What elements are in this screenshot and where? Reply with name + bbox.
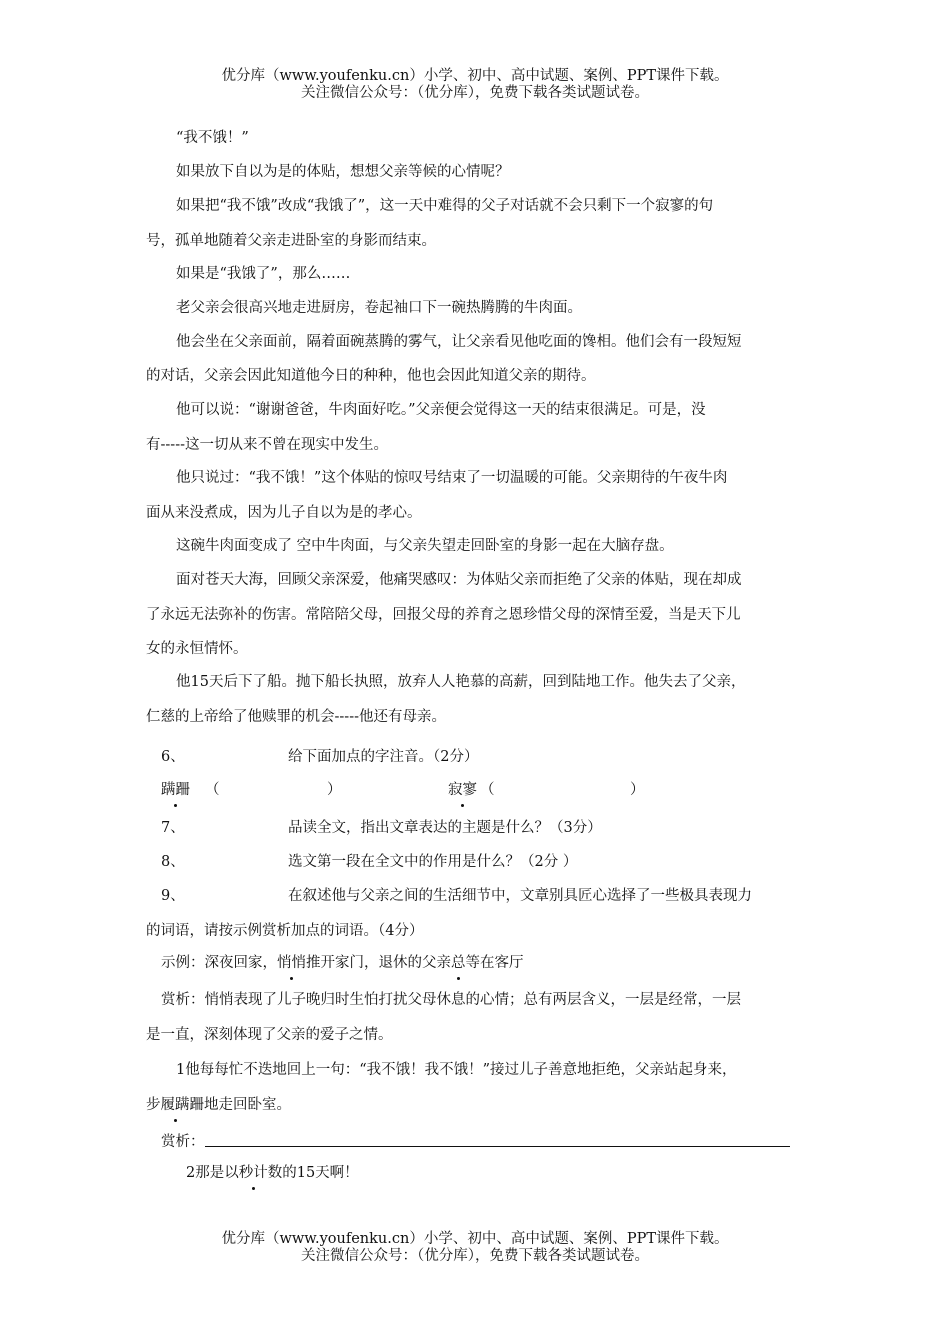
- para-line: 如果是“我饿了”，那么……: [176, 266, 351, 282]
- q6-word-1: [161, 780, 190, 800]
- dotted-word: 以秒计数: [224, 1165, 283, 1181]
- question-8-text: 选文第一段在全文中的作用是什么？（2分 ）: [288, 854, 578, 870]
- question-9-text: 在叙述他与父亲之间的生活细节中，文章别具匠心选择了一些极具表现力: [288, 888, 752, 904]
- text: 等在客厅: [465, 955, 524, 971]
- item-1-line-2: [146, 1095, 291, 1115]
- para-line: 这碗牛肉面变成了 空中牛肉面，与父亲失望走回卧室的身影一起在大脑存盘。: [176, 538, 674, 554]
- q6-paren-close-1: ）: [327, 782, 342, 798]
- analysis-line-1: 赏析：悄悄表现了儿子晚归时生怕打扰父母休息的心情；总有两层含义，一层是经常，一层: [161, 992, 741, 1008]
- analysis-line-2: 是一直，深刻体现了父亲的爱子之情。: [146, 1027, 393, 1043]
- question-8-number: 8、: [161, 854, 185, 870]
- header-line-1: 优分库（www.youfenku.cn）小学、初中、高中试题、案例、PPT课件下载。: [221, 68, 729, 84]
- dotted-word: 寂寥: [448, 782, 477, 798]
- item-1-analysis-label: 赏析：: [161, 1134, 205, 1150]
- para-line: 仁慈的上帝给了他赎罪的机会-----他还有母亲。: [146, 709, 446, 725]
- para-line: “我不饿！”: [176, 130, 249, 146]
- example-line: [161, 953, 524, 973]
- footer-line-1: 优分库（www.youfenku.cn）小学、初中、高中试题、案例、PPT课件下载。: [221, 1231, 729, 1247]
- para-line: 如果把“我不饿”改成“我饿了”，这一天中难得的父子对话就不会只剩下一个寂寥的句: [176, 198, 714, 214]
- header-line-2: 关注微信公众号：（优分库），免费下载各类试题试卷。: [301, 85, 649, 101]
- para-line: 他会坐在父亲面前，隔着面碗蒸腾的雾气，让父亲看见他吃面的馋相。他们会有一段短短: [176, 334, 742, 350]
- q6-paren-close-2: ）: [630, 782, 645, 798]
- question-9-text-2: 的词语，请按示例赏析加点的词语。（4分）: [146, 923, 424, 939]
- q6-paren-open-2: （: [480, 782, 495, 798]
- dotted-word: 蹒跚: [161, 782, 190, 798]
- para-line: 面对苍天大海，回顾父亲深爱，他痛哭感叹：为体贴父亲而拒绝了父亲的体贴，现在却成: [176, 572, 742, 588]
- q6-paren-open-1: （: [205, 782, 220, 798]
- text: 推开家门，退休的父亲: [306, 955, 451, 971]
- question-9-number: 9、: [161, 888, 185, 904]
- item-1-line-1: 1他每每忙不迭地回上一句：“我不饿！我不饿！”接过儿子善意地拒绝，父亲站起身来，: [176, 1062, 737, 1078]
- para-line: 女的永恒情怀。: [146, 641, 248, 657]
- question-6-text: 给下面加点的字注音。（2分）: [288, 749, 479, 765]
- question-7-text: 品读全文，指出文章表达的主题是什么？（3分）: [288, 820, 602, 836]
- para-line: 如果放下自以为是的体贴，想想父亲等候的心情呢？: [176, 164, 510, 180]
- para-line: 了永远无法弥补的伤害。常陪陪父母，回报父母的养育之恩珍惜父母的深情至爱，当是天下儿: [146, 607, 741, 623]
- para-line: 的对话，父亲会因此知道他今日的种种，他也会因此知道父亲的期待。: [146, 368, 596, 384]
- text: 2那是: [186, 1165, 225, 1181]
- para-line: 有-----这一切从来不曾在现实中发生。: [146, 437, 388, 453]
- para-line: 号，孤单地随着父亲走进卧室的身影而结束。: [146, 233, 436, 249]
- footer-line-2: 关注微信公众号：（优分库），免费下载各类试题试卷。: [301, 1248, 649, 1264]
- para-line: 老父亲会很高兴地走进厨房，卷起袖口下一碗热腾腾的牛肉面。: [176, 300, 582, 316]
- para-line: 面从来没煮成，因为儿子自以为是的孝心。: [146, 505, 422, 521]
- question-7-number: 7、: [161, 820, 185, 836]
- item-2-line: [186, 1163, 359, 1183]
- question-6-number: 6、: [161, 749, 185, 765]
- dotted-word: 总: [451, 955, 466, 971]
- q6-word-2: [448, 780, 477, 800]
- text: 地走回卧室。: [204, 1097, 291, 1113]
- para-line: 他可以说：“谢谢爸爸，牛肉面好吃。”父亲便会觉得这一天的结束很满足。可是，没: [176, 402, 706, 418]
- page-footer: [0, 1231, 950, 1265]
- answer-line[interactable]: [205, 1146, 790, 1147]
- dotted-word: 步履蹒跚: [146, 1097, 204, 1113]
- para-line: 他15天后下了船。抛下船长执照，放弃人人艳慕的高薪，回到陆地工作。他失去了父亲，: [176, 674, 746, 690]
- text: 示例：深夜回家，: [161, 955, 277, 971]
- dotted-word: 悄悄: [277, 955, 306, 971]
- page-header: [0, 68, 950, 102]
- text: 的15天啊！: [282, 1165, 359, 1181]
- para-line: 他只说过：“我不饿！”这个体贴的惊叹号结束了一切温暖的可能。父亲期待的午夜牛肉: [176, 470, 728, 486]
